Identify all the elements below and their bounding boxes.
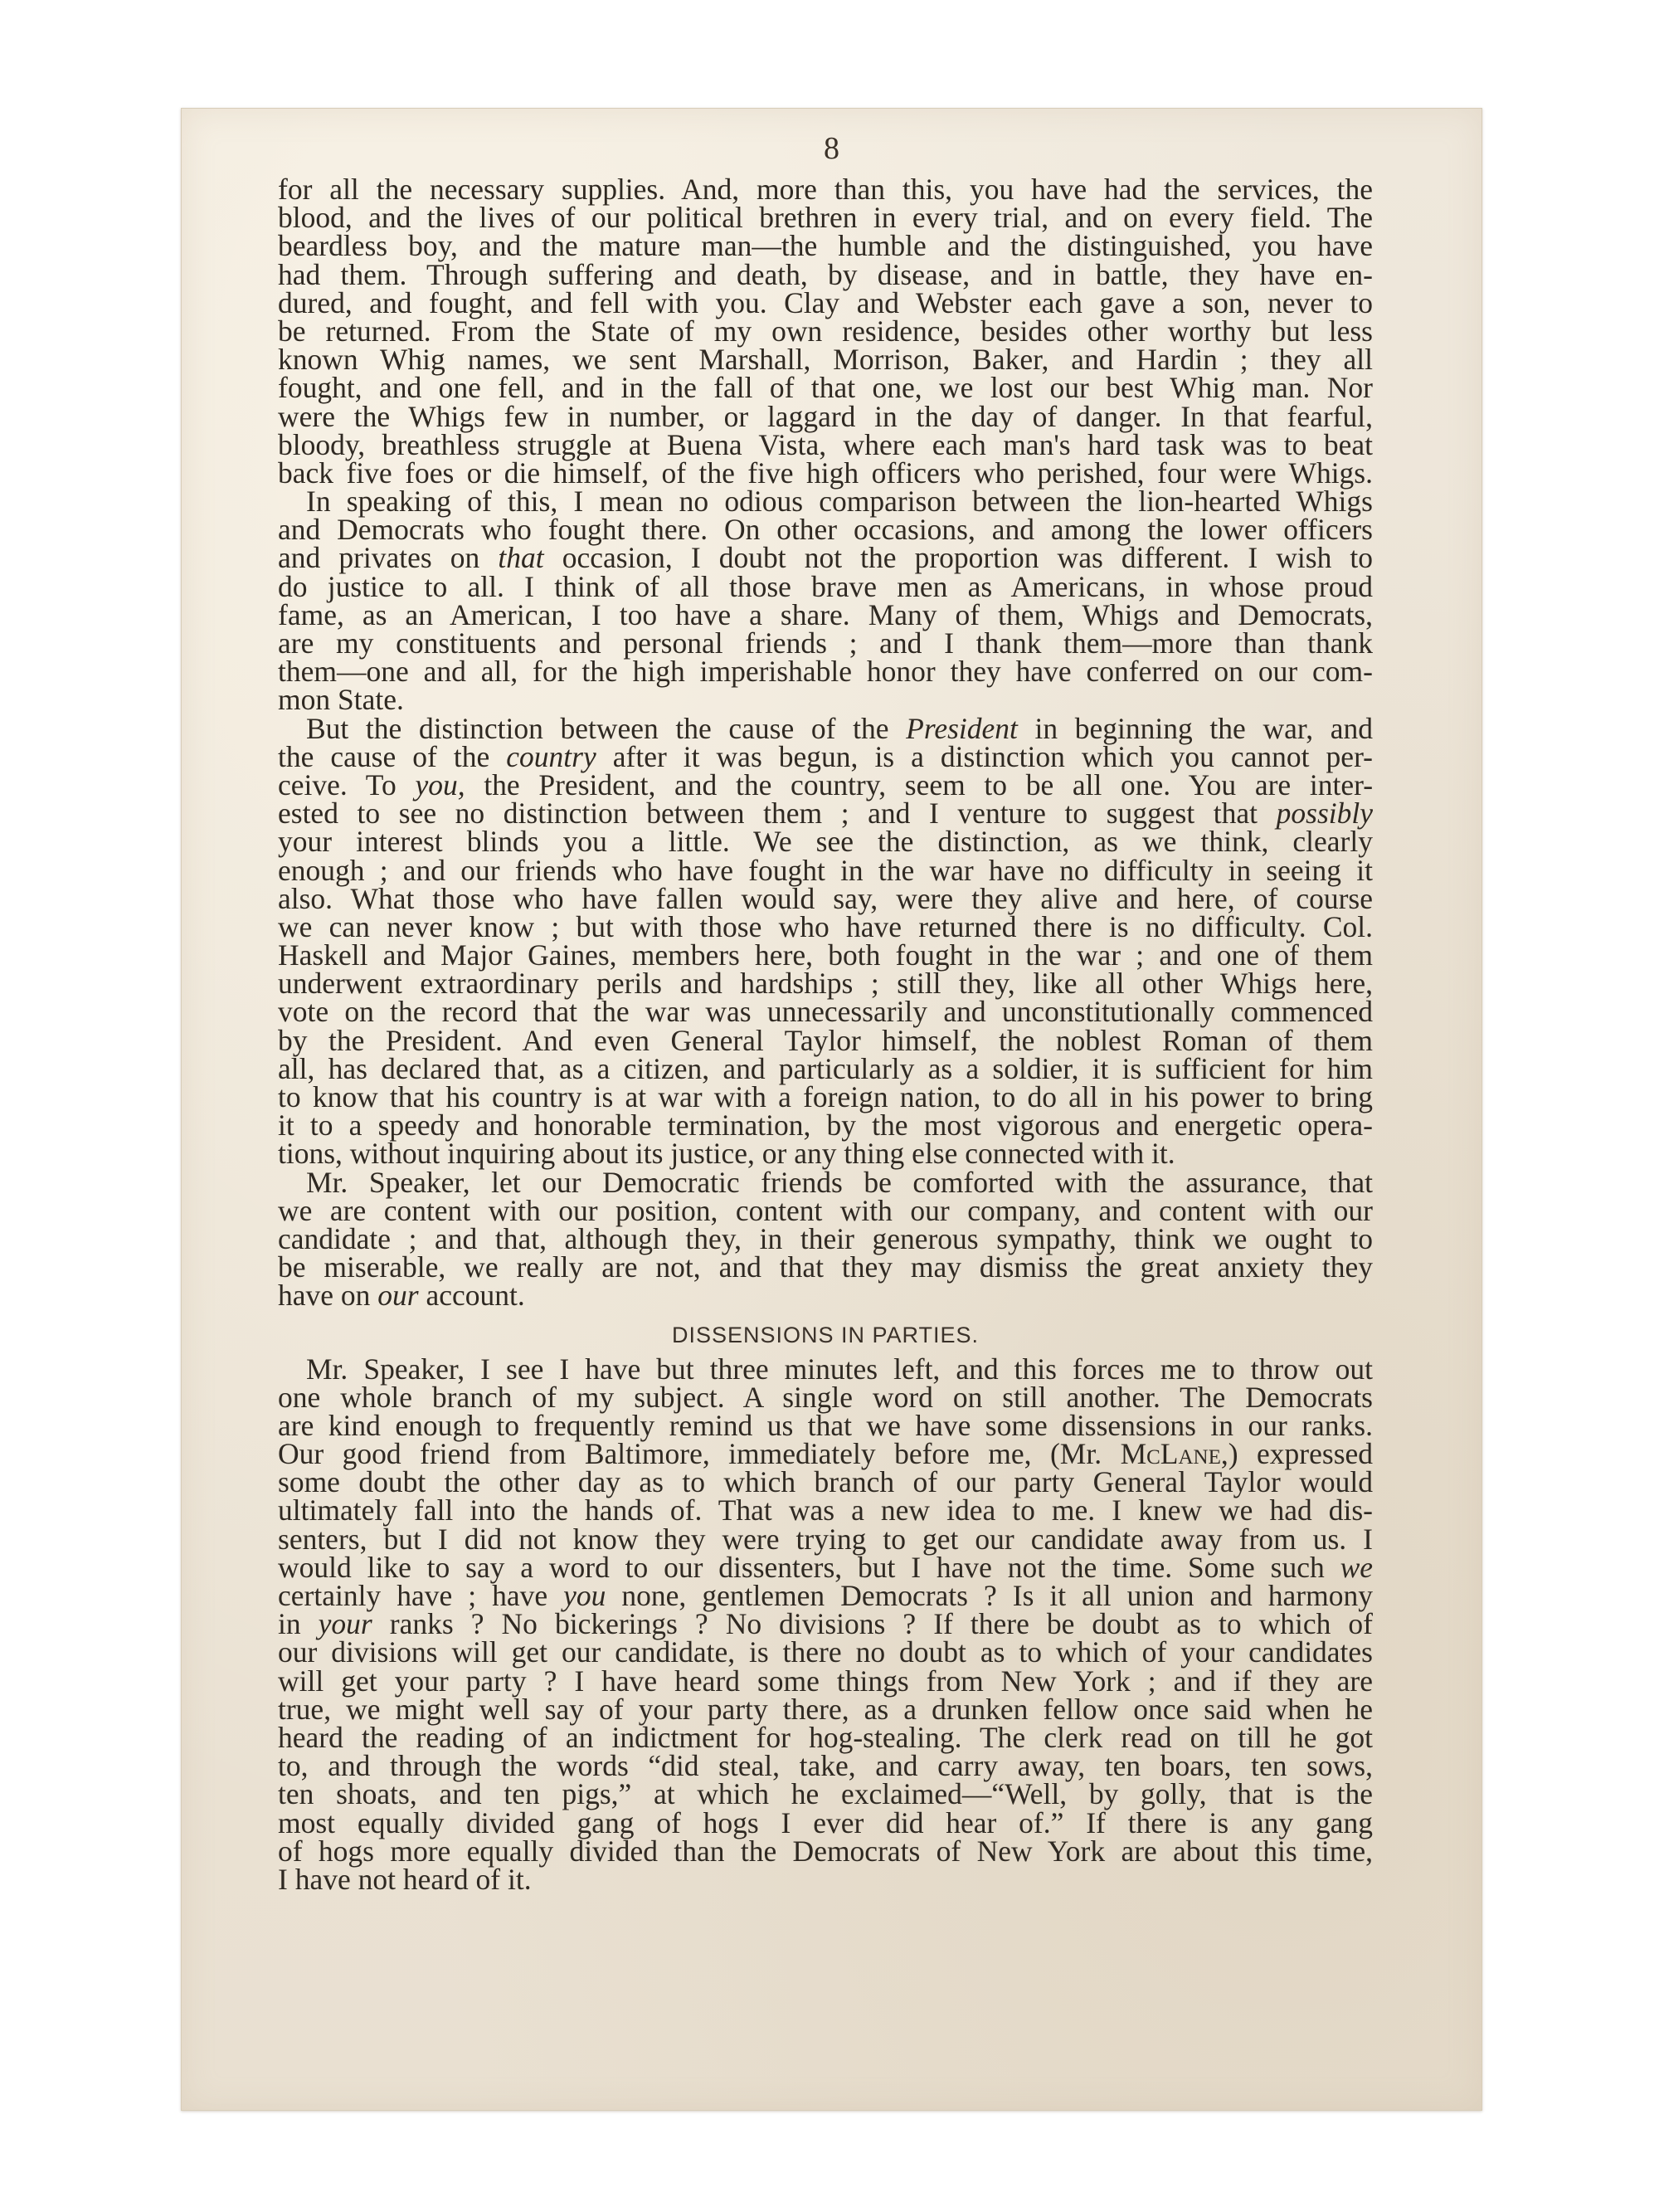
text-line: mon State. xyxy=(278,683,404,717)
italic-word: your xyxy=(318,1607,372,1641)
section-heading: DISSENSIONS IN PARTIES. xyxy=(671,1322,980,1347)
text-line: and Democrats who fought there. On other occasions, and among the lower officers xyxy=(278,513,1373,547)
italic-word: we xyxy=(1340,1550,1373,1584)
text-line: them—one and all, for the high imperishable honor they have conferred on our com- xyxy=(278,655,1373,689)
text-fragment: ceive. To xyxy=(278,767,397,801)
text-line: ultimately fall into the hands of. That was a new idea to me. I knew we had dis- xyxy=(278,1493,1373,1527)
text-line: will get your party ? I have heard some things from New York ; and if they are xyxy=(278,1664,1373,1698)
text-line: tions, without inquiring about its justice, or any thing else connected with it. xyxy=(278,1137,1175,1171)
text-line: had them. Through suffering and death, by disease, and in battle, they have en- xyxy=(278,257,1373,291)
text-line: we can never know ; but with those who have returned there is no difficulty. Col. xyxy=(278,909,1373,943)
italic-word: that xyxy=(498,541,544,575)
text-line: I have not heard of it. xyxy=(278,1862,532,1896)
text-line: back five foes or die himself, of the five high officers who perished, four were Whigs. xyxy=(278,456,1373,490)
text-line xyxy=(278,1279,1373,1313)
italic-word: our xyxy=(377,1279,419,1313)
text-line: true, we might well say of your party there, as a drunken fellow once said when he xyxy=(278,1692,1373,1726)
text-line: dured, and fought, and fell with you. Clay and Webster each gave a son, never to xyxy=(278,285,1373,319)
text-fragment: But the distinction between the cause of the xyxy=(306,711,889,745)
text-line: In speaking of this, I mean no odious comparison between the lion-hearted Whigs xyxy=(306,485,1373,519)
text-line: blood, and the lives of our political brethren in every trial, and on every field. The xyxy=(278,201,1373,235)
text-fragment: in xyxy=(278,1607,301,1641)
text-line: fame, as an American, I too have a share. Many of them, Whigs and Democrats, xyxy=(278,597,1373,631)
text-line xyxy=(278,767,1374,801)
text-line: your interest blinds you a little. We see the distinction, as we think, clearly xyxy=(278,825,1373,859)
text-line: Mr. Speaker, I see I have but three minutes left, and this forces me to throw out xyxy=(306,1352,1373,1386)
text-line: to know that his country is at war with a foreign nation, to do all in his power to bring xyxy=(278,1080,1373,1113)
text-line: vote on the record that the war was unnecessarily and unconstitutionally commenced xyxy=(278,995,1373,1029)
text-line: be returned. From the State of my own residence, besides other worthy but less xyxy=(278,314,1373,348)
text-line: beardless boy, and the mature man—the humble and the distinguished, you have xyxy=(278,229,1373,263)
text-line: of hogs more equally divided than the Democrats of New York are about this time, xyxy=(278,1834,1373,1868)
small-caps-name: McLane xyxy=(1120,1437,1221,1471)
text-line: fought, and one fell, and in the fall of that one, we lost our best Whig man. Nor xyxy=(278,371,1373,405)
text-fragment: ranks ? No bickerings ? No divisions ? If there be doubt as to which of xyxy=(389,1607,1373,1641)
text-line: most equally divided gang of hogs I ever did hear of.” If there is any gang xyxy=(278,1805,1373,1839)
text-fragment: account. xyxy=(426,1279,525,1313)
text-line xyxy=(278,1581,1373,1610)
page-number: 8 xyxy=(824,131,839,166)
text-line: were the Whigs few in number, or laggard in the day of danger. In that fearful, xyxy=(278,399,1373,433)
text-line: be miserable, we really are not, and that they may dismiss the great anxiety they xyxy=(278,1250,1373,1284)
text-line xyxy=(278,711,1374,745)
text-line: for all the necessary supplies. And, more than this, you have had the services, the xyxy=(278,173,1373,206)
text-line: senters, but I did not know they were trying to get our candidate away from us. I xyxy=(278,1522,1373,1556)
text-line: to, and through the words “did steal, take, and carry away, ten boars, ten sows, xyxy=(278,1749,1373,1783)
text-line: also. What those who have fallen would say, were they alive and here, of course xyxy=(278,881,1373,915)
text-line xyxy=(278,797,1374,831)
text-line: do justice to all. I think of all those brave men as Americans, in whose proud xyxy=(278,569,1373,603)
text-fragment: would like to say a word to our dissenters, but I have not the time. Some such xyxy=(278,1550,1325,1584)
text-line: bloody, breathless struggle at Buena Vista, where each man's hard task was to beat xyxy=(278,427,1373,461)
text-line: we are content with our position, content with our company, and content with our xyxy=(278,1193,1373,1227)
italic-word: President xyxy=(906,711,1018,745)
italic-word: possibly xyxy=(1276,797,1374,831)
italic-word: country xyxy=(506,739,596,773)
text-fragment: certainly have ; have xyxy=(278,1579,548,1612)
text-line xyxy=(278,1607,1373,1641)
text-fragment: Our good friend from Baltimore, immediately before me, (Mr. xyxy=(278,1437,1102,1471)
text-line: known Whig names, we sent Marshall, Morrison, Baker, and Hardin ; they all xyxy=(278,343,1373,377)
text-line: Haskell and Major Gaines, members here, both fought in the war ; and one of them xyxy=(278,938,1373,972)
text-fragment: and privates on xyxy=(278,541,480,575)
text-fragment: the President, and the country, seem to be all one. You are inter- xyxy=(484,767,1374,801)
text-line: enough ; and our friends who have fought in the war have no difficulty in seeing it xyxy=(278,853,1373,887)
body-text xyxy=(278,173,1374,1896)
text-fragment: occasion, I doubt not the proportion was different. I wish to xyxy=(562,541,1374,575)
text-line: our divisions will get our candidate, is there no doubt as to which of your candidates xyxy=(278,1635,1373,1669)
text-line: it to a speedy and honorable termination, by the most vigorous and energetic opera- xyxy=(278,1108,1373,1143)
text-line xyxy=(278,1437,1374,1471)
text-fragment: after it was begun, is a distinction which you cannot per- xyxy=(612,739,1374,773)
text-line: are kind enough to frequently remind us that we have some dissensions in our ranks. xyxy=(278,1408,1373,1442)
text-line xyxy=(278,739,1374,773)
text-line: one whole branch of my subject. A single word on still another. The Democrats xyxy=(278,1380,1373,1414)
text-line: by the President. And even General Taylor himself, the noblest Roman of them xyxy=(278,1023,1373,1057)
text-line xyxy=(278,1550,1373,1584)
text-fragment: none, gentlemen Democrats ? Is it all union and harmony xyxy=(621,1579,1373,1612)
text-line: candidate ; and that, although they, in their generous sympathy, think we ought to xyxy=(278,1221,1373,1255)
text-line: ten shoats, and ten pigs,” at which he exclaimed—“Well, by golly, that is the xyxy=(278,1777,1373,1811)
text-line xyxy=(278,541,1374,575)
text-fragment: have on xyxy=(278,1279,371,1313)
italic-word: you xyxy=(563,1579,606,1612)
text-line: underwent extraordinary perils and hardships ; still they, like all other Whigs here, xyxy=(278,967,1373,1001)
text-line: Mr. Speaker, let our Democratic friends be comforted with the assurance, that xyxy=(306,1165,1373,1199)
italic-word: you, xyxy=(415,767,465,801)
text-line: some doubt the other day as to which branch of our party General Taylor would xyxy=(278,1465,1373,1499)
text-fragment: in beginning the war, and xyxy=(1034,711,1374,745)
document-page xyxy=(181,108,1482,2111)
text-fragment: ested to see no distinction between them ; and I venture to suggest that xyxy=(278,797,1258,831)
text-line: all, has declared that, as a citizen, and particularly as a soldier, it is sufficient for him xyxy=(278,1051,1373,1085)
text-fragment: ,) expressed xyxy=(1220,1437,1374,1471)
text-line: are my constituents and personal friends ; and I thank them—more than thank xyxy=(278,626,1373,660)
text-line: heard the reading of an indictment for hog-stealing. The clerk read on till he got xyxy=(278,1720,1373,1754)
text-fragment: the cause of the xyxy=(278,739,490,773)
